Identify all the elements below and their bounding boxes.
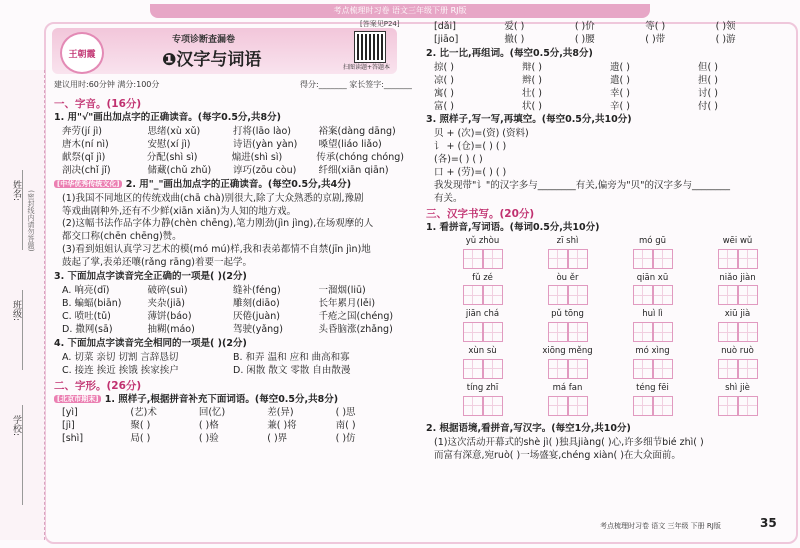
pinyin-item [695,384,780,416]
name-line [22,170,23,250]
binding-strip [0,70,45,540]
q3-cell[interactable]: 一溜烟(liū) [318,285,366,297]
pinyin-item [695,347,780,379]
question-2-text: 2. 用"_"画出加点字的正确读音。(每空0.5分,共4分) [125,178,352,190]
question-3: 3. 下面加点字读音完全正确的一项是( )(2分) [54,271,247,283]
q3-cell[interactable]: A. 响亮(dī) [62,285,110,297]
q5-cont-row [434,35,786,46]
writing-box[interactable] [653,285,673,305]
q1-cell[interactable]: 嗓望(liáo liǎo) [318,138,382,150]
q3-cell[interactable]: 雕刻(diāo) [233,297,280,309]
q3-cell[interactable]: 厌倦(juàn) [233,310,280,322]
question-tag: [中华优秀传统文化] [54,180,122,188]
q1-cell[interactable]: 唐木(ní nì) [62,138,109,150]
writing-boxes [610,359,695,379]
q4-cell[interactable]: A. 切菜 亲切 切割 言辞恳切 [62,351,179,363]
left-column [54,95,404,447]
section-pronunciation: 一、字音。(16分) [54,98,142,110]
q1-cell[interactable]: 纤细(xiān qiān) [318,164,389,176]
writing-box[interactable] [718,396,738,416]
q6-cell[interactable]: 富( ) [434,100,454,112]
right-column [426,20,786,463]
pinyin-label: tíng zhī [466,382,499,393]
pinyin-item [695,237,780,269]
writing-box[interactable] [633,322,653,342]
writing-box[interactable] [463,396,483,416]
q3-cell[interactable]: 驾驶(yǎng) [233,323,283,335]
q3-row [62,325,404,336]
q6-row [434,76,786,87]
question-tag: [北京市期末] [54,395,101,403]
pinyin-label: huì lì [642,309,663,320]
q5-cell[interactable]: [shì] [62,433,84,445]
question-5 [54,395,404,406]
pinyin-label: mó gū [639,235,666,246]
pinyin-item [440,274,525,306]
q5-cell[interactable]: ( )界 [267,433,288,445]
pinyin-label: xiū jià [724,309,751,320]
class-label: 班级: [11,300,21,322]
pinyin-item [525,384,610,416]
q5-cell[interactable]: 兼( )将 [267,420,297,432]
pinyin-item [440,310,525,342]
school-label: 学校: [11,415,21,437]
writing-box[interactable] [653,359,673,379]
pinyin-label: xiōng měng [542,346,593,357]
q6-cell[interactable]: 辫( ) [522,74,542,86]
pinyin-label: téng fēi [636,382,669,393]
pinyin-item [440,384,525,416]
q6-cell[interactable]: 讨( ) [698,87,718,99]
header-subtitle: 专项诊断查漏卷 [172,35,236,45]
pinyin-item [695,310,780,342]
pinyin-item [610,310,695,342]
q4-cell[interactable]: C. 接连 挨近 挨饿 挨家挨户 [62,364,179,376]
writing-boxes [695,396,780,416]
q5-cont-cell[interactable]: [dǎi] [434,21,456,32]
writing-box[interactable] [463,249,483,269]
pinyin-label: mó xìng [635,346,670,357]
writing-box[interactable] [548,285,568,305]
writing-boxes [525,285,610,305]
pinyin-label: qiān xū [636,272,669,283]
section-writing: 三、汉字书写。(20分) [426,207,535,220]
q9-line: 而富有深意,宛ruò( )一场盛宴,chéng xiàn( )在大众面前。 [434,449,681,461]
writing-box[interactable] [548,249,568,269]
q7-line: 贝 + (次)=(资) (资料) [434,128,529,140]
q5-cont-cell[interactable]: 撤( ) [504,33,525,45]
pinyin-label: xùn sù [468,346,497,357]
q1-cell[interactable]: 献祭(qǐ jì) [62,151,106,163]
writing-boxes [695,322,780,342]
q2-line: (3)看到姐姐认真学习艺术的模(mó mú)样,我和表弟都情不自禁(jīn jìn)地 [62,244,371,256]
q5-cell[interactable]: [jì] [62,420,75,432]
q9-line: (1)这次活动开幕式的shè jì( )独具jiàng( )心,许多细节bié zhì( ) [434,436,704,448]
writing-box[interactable] [483,285,503,305]
q3-cell[interactable]: 破碎(suì) [147,285,188,297]
pinyin-item [695,274,780,306]
q1-cell[interactable]: 打将(lāo lào) [233,125,291,137]
q5-cont-cell[interactable]: 等( ) [645,21,666,32]
q2-line: (2)这幅书法作品字体力静(chèn chēng),笔力刚劲(jìn jìng),在场观摩的人 [62,218,374,230]
q5-cell[interactable]: 差(异) [267,407,294,419]
school-line [22,405,23,505]
q1-cell[interactable]: 传承(chóng chóng) [316,151,404,163]
q1-cell[interactable]: 思绪(xù xǔ) [147,125,201,137]
q7-line: 口 + (劳)=( ) ( ) [434,167,507,179]
writing-boxes [440,249,525,269]
q6-cell[interactable]: 寓( ) [434,87,454,99]
pinyin-label: wēi wǔ [722,235,753,246]
writing-box[interactable] [738,359,758,379]
qr-label: 扫图读题+答题本 [343,64,391,71]
pinyin-item [440,237,525,269]
q4-row [62,353,404,364]
q3-cell[interactable]: B. 蝙蝠(biān) [62,297,122,309]
q1-cell[interactable]: 诗语(yàn yàn) [233,138,298,150]
q5-cont-cell[interactable]: ( )带 [645,33,666,45]
q3-row [62,312,404,323]
q2-line: 等戏曲剧种外,还有不少鲜(xiān xiǎn)为人知的地方戏。 [62,205,297,217]
q3-cell[interactable]: C. 喷吐(tǔ) [62,310,111,322]
writing-box[interactable] [718,285,738,305]
writing-box[interactable] [568,285,588,305]
writing-box[interactable] [633,396,653,416]
q5-cont-cell[interactable]: ( )领 [715,21,736,32]
writing-boxes [695,285,780,305]
pinyin-item [610,274,695,306]
writing-grid [440,237,780,421]
q6-cell[interactable]: 掠( ) [434,61,454,73]
seal-notice: (密封线内请勿答题) [27,190,35,252]
writing-box[interactable] [718,249,738,269]
writing-box[interactable] [718,322,738,342]
question-6: 2. 比一比,再组词。(每空0.5分,共8分) [426,47,593,59]
q1-row [62,127,404,138]
writing-box[interactable] [483,249,503,269]
question-8: 1. 看拼音,写词语。(每词0.5分,共10分) [426,221,600,233]
qr-code-icon[interactable] [355,32,385,62]
q6-cell[interactable]: 但( ) [698,61,718,73]
writing-boxes [440,396,525,416]
q6-row [434,63,786,74]
writing-boxes [440,359,525,379]
q3-cell[interactable]: 抽糊(máo) [147,323,195,335]
writing-box[interactable] [653,396,673,416]
pinyin-label: niǎo jiàn [719,272,756,283]
writing-boxes [610,249,695,269]
q3-cell[interactable]: 头昏脑涨(zhǎng) [318,323,393,335]
q6-cell[interactable]: 辛( ) [610,100,630,112]
writing-boxes [525,396,610,416]
writing-box[interactable] [738,249,758,269]
q3-cell[interactable]: 薄饼(báo) [147,310,192,322]
q5-cont-cell[interactable]: 爱( ) [504,21,525,32]
writing-box[interactable] [483,359,503,379]
writing-box[interactable] [653,249,673,269]
pinyin-item [525,274,610,306]
writing-box[interactable] [633,285,653,305]
pinyin-label: jiān chá [465,309,500,320]
q5-cell[interactable]: (艺)术 [130,407,157,419]
q5-cont-cell[interactable]: ( )游 [715,33,736,45]
writing-box[interactable] [568,396,588,416]
answer-reference: [答案见P24] [360,20,400,28]
q3-row [62,286,404,297]
question-2 [54,180,404,191]
q6-cell[interactable]: 凉( ) [434,74,454,86]
pinyin-label: òu ěr [556,272,579,283]
pinyin-label: yǔ zhòu [465,235,500,246]
pinyin-item [525,347,610,379]
q5-cont-cell[interactable]: [jiāo] [434,33,459,45]
writing-box[interactable] [633,359,653,379]
writing-box[interactable] [568,249,588,269]
writing-box[interactable] [548,396,568,416]
question-9: 2. 根据语境,看拼音,写汉字。(每空1分,共10分) [426,422,631,434]
q5-cell[interactable]: 南( ) [335,420,356,432]
q4-cell[interactable]: D. 闲散 散文 零散 自由散漫 [233,364,351,376]
question-7: 3. 照样子,写一写,再填空。(每空0.5分,共10分) [426,114,632,126]
section-glyph: 二、字形。(26分) [54,379,142,392]
q6-cell[interactable]: 遗( ) [610,61,630,73]
q1-cell[interactable]: 奔劳(jí jì) [62,125,102,137]
q2-line: (1)我国不同地区的传统戏曲(chā chà)别很大,除了大众熟悉的京剧,豫剧 [62,192,364,204]
q2-line: 都交口称(chēn chēng)赞。 [62,231,182,243]
q5-cont-row [434,22,786,33]
q5-row [62,408,404,419]
writing-box[interactable] [738,285,758,305]
q1-row [62,166,404,177]
pinyin-label: nuò ruò [721,346,754,357]
q6-row [434,102,786,113]
q5-cont-cell[interactable]: ( )腰 [574,33,595,45]
class-line [22,290,23,370]
brand-logo: 王朝霞 [60,32,104,74]
pinyin-item [610,384,695,416]
pinyin-label: pǔ tōng [551,309,584,320]
name-label: 姓名: [11,180,21,202]
q5-row [62,434,404,445]
q1-cell[interactable]: 煽进(shì sì) [231,151,283,163]
q5-cont-cell[interactable]: ( )价 [574,21,595,32]
writing-boxes [695,249,780,269]
writing-boxes [525,249,610,269]
q2-line: 鼓起了掌,表弟还嚷(rǎng rāng)着要一起学。 [62,257,253,269]
q1-cell[interactable]: 裕案(dàng dāng) [318,125,396,137]
writing-box[interactable] [463,359,483,379]
writing-box[interactable] [548,322,568,342]
q7-line: 有关。 [434,192,463,204]
writing-box[interactable] [653,322,673,342]
q3-cell[interactable]: D. 撒网(sā) [62,323,113,335]
q6-cell[interactable]: 幸( ) [610,87,630,99]
writing-box[interactable] [738,322,758,342]
writing-box[interactable] [568,359,588,379]
q6-cell[interactable]: 壮( ) [522,87,542,99]
writing-boxes [610,285,695,305]
pinyin-label: zī shì [556,235,579,246]
score-signature: 得分:_______ 家长签字:_______ [300,80,412,89]
q1-cell[interactable]: 储藏(chǔ zhǔ) [147,164,212,176]
pinyin-item [610,237,695,269]
q5-cell[interactable]: ( )验 [198,433,219,445]
q5-cell[interactable]: [yì] [62,407,78,419]
page-title: ❶汉字与词语 [162,50,262,70]
q5-cell[interactable]: ( )思 [335,407,356,419]
q6-cell[interactable]: 担( ) [698,74,718,86]
writing-box[interactable] [483,322,503,342]
writing-box[interactable] [568,322,588,342]
writing-box[interactable] [718,359,738,379]
q3-cell[interactable]: 缝补(féng) [233,285,281,297]
pinyin-item [610,347,695,379]
q5-cell[interactable]: 局( ) [130,433,151,445]
q6-cell[interactable]: 辩( ) [522,61,542,73]
question-5-text: 1. 照样子,根据拼音补充下面词语。(每空0.5分,共8分) [104,393,339,405]
pinyin-label: shì jiè [725,382,750,393]
writing-boxes [525,322,610,342]
q5-cell[interactable]: ( )格 [198,420,219,432]
writing-box[interactable] [483,396,503,416]
writing-box[interactable] [463,322,483,342]
q4-cell[interactable]: B. 和弄 温和 应和 曲高和寡 [233,351,350,363]
pinyin-label: má fan [552,382,583,393]
q3-row [62,299,404,310]
q6-row [434,89,786,100]
pinyin-item [525,237,610,269]
pinyin-item [525,310,610,342]
q7-line: 我发现带"讠"的汉字多与________有关,偏旁为"贝"的汉字多与________ [434,180,730,192]
q4-row [62,366,404,377]
writing-boxes [525,359,610,379]
writing-box[interactable] [548,359,568,379]
writing-boxes [695,359,780,379]
writing-boxes [440,322,525,342]
q3-cell[interactable]: 夹杂(jiā) [147,297,186,309]
pinyin-item [440,347,525,379]
q1-cell[interactable]: 安慰(xí jì) [147,138,191,150]
writing-box[interactable] [633,249,653,269]
q6-cell[interactable]: 状( ) [522,100,542,112]
writing-boxes [440,285,525,305]
q1-cell[interactable]: 分配(shì sì) [146,151,198,163]
q3-cell[interactable]: 千疮之国(chéng) [318,310,394,322]
question-1: 1. 用"√"画出加点字的正确读音。(每字0.5分,共8分) [54,112,281,124]
pinyin-label: fǔ zé [472,272,493,283]
q1-cell[interactable]: 剖决(chǐ jǐ) [62,164,111,176]
q7-line: (各)=( ) ( ) [434,154,483,166]
footer-info: 考点梳理时习卷 语文 三年级 下册 RJ版 [600,522,721,530]
writing-box[interactable] [463,285,483,305]
q5-row [62,421,404,432]
q1-cell[interactable]: 谆巧(zōu còu) [233,164,297,176]
q1-row [62,153,404,164]
q6-cell[interactable]: 付( ) [698,100,718,112]
q6-cell[interactable]: 遣( ) [610,74,630,86]
q7-line: 讠 + (仓)=( ) ( ) [434,141,507,153]
page-number: 35 [760,516,777,530]
q1-row [62,140,404,151]
q5-cell[interactable]: 回(忆) [198,407,226,419]
q3-cell[interactable]: 长年累月(lěi) [318,297,376,309]
top-banner: 考点梳理时习卷 语文三年级下册 RJ版 [150,4,650,18]
time-score-info: 建议用时:60分钟 满分:100分 [54,80,160,89]
writing-boxes [610,396,695,416]
writing-boxes [610,322,695,342]
question-4: 4. 下面加点字读音完全相同的一项是( )(2分) [54,337,247,349]
q5-cell[interactable]: ( )仿 [335,433,356,445]
q5-cell[interactable]: 聚( ) [130,420,151,432]
writing-box[interactable] [738,396,758,416]
